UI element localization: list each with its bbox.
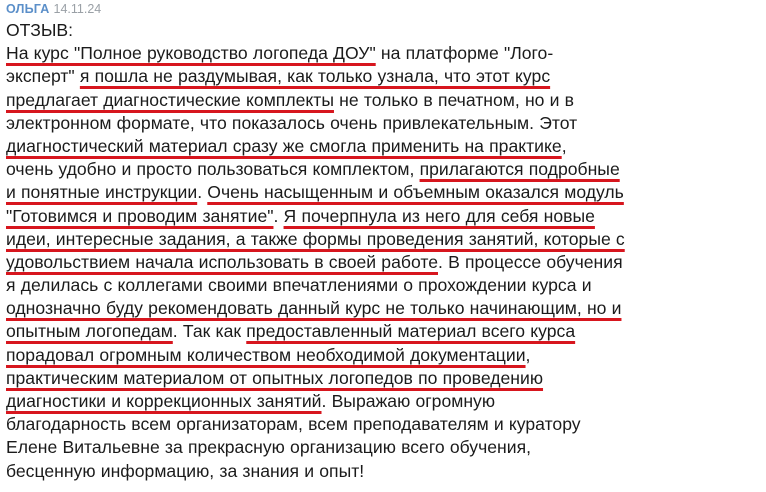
underlined-text: диагностики и коррекционных занятий bbox=[6, 391, 322, 411]
message-line bbox=[6, 205, 762, 228]
underlined-text: На курс "Полное руководство логопеда ДОУ" bbox=[6, 43, 376, 64]
message-line bbox=[6, 297, 762, 320]
message-text: эксперт" bbox=[6, 66, 80, 87]
message-line bbox=[6, 112, 762, 135]
message-text: благодарность всем организаторам, всем преподавателям и куратору bbox=[6, 414, 581, 435]
author-name[interactable]: ОЛЬГА bbox=[6, 2, 50, 16]
message-date: 14.11.24 bbox=[53, 2, 102, 16]
underlined-text: порадовал огромным количеством необходимой документации bbox=[6, 344, 526, 365]
message-body bbox=[6, 19, 762, 483]
message-text: , bbox=[561, 135, 567, 156]
message-text: . bbox=[273, 205, 284, 226]
message-line bbox=[6, 65, 762, 88]
underlined-text: Я почерпнула из него для себя новые bbox=[283, 205, 595, 226]
message-text: на платформе "Лого- bbox=[375, 43, 554, 64]
underlined-text: идеи, интересные задания, а также формы проведения занятий, которые с bbox=[6, 228, 625, 249]
message-text: Елене Витальевне за прекрасную организацию всего обучения, bbox=[6, 437, 532, 458]
message-text: бесценную информацию, за знания и опыт! bbox=[6, 460, 365, 481]
message-text: . В процессе обучения bbox=[438, 251, 623, 272]
underlined-text: предлагает диагностические комплекты bbox=[6, 89, 334, 110]
underlined-text: прилагаются подробные bbox=[419, 159, 620, 180]
underlined-text: предоставленный материал всего курса bbox=[246, 321, 576, 342]
message-line bbox=[6, 89, 762, 112]
message-text: ОТЗЫВ: bbox=[6, 20, 74, 40]
underlined-text: практическим материалом от опытных логопедов по проведению bbox=[6, 367, 544, 388]
underlined-text: удовольствием начала использовать в своей работе bbox=[6, 251, 438, 272]
message-line bbox=[6, 320, 762, 343]
message-text: я делилась с коллегами своими впечатлениями о прохождении курса и bbox=[6, 275, 592, 296]
underlined-text: и понятные инструкции bbox=[6, 182, 198, 203]
message-line bbox=[6, 228, 762, 251]
message-line bbox=[6, 251, 762, 274]
message-text: . Выражаю огромную bbox=[321, 391, 496, 411]
underlined-text: опытным логопедам bbox=[6, 321, 173, 342]
message-line bbox=[6, 436, 762, 459]
message-line bbox=[6, 413, 762, 436]
message-text: электронном формате, что показалось очень привлекательным. Этот bbox=[6, 112, 578, 133]
message-text: очень удобно и просто пользоваться комплектом, bbox=[6, 159, 420, 180]
message-text: не только в печатном, но и в bbox=[333, 89, 575, 110]
message-line bbox=[6, 460, 762, 483]
underlined-text: диагностический материал сразу же смогла применить на практике bbox=[6, 135, 562, 156]
message-line bbox=[6, 274, 762, 297]
underlined-text: Очень насыщенным и объемным оказался модуль bbox=[207, 182, 624, 203]
chat-message bbox=[6, 0, 762, 483]
message-line bbox=[6, 181, 762, 204]
underlined-text: однозначно буду рекомендовать данный курс не только начинающим, но и bbox=[6, 298, 622, 319]
message-text: , bbox=[525, 344, 531, 365]
message-text: . Так как bbox=[172, 321, 247, 342]
message-line bbox=[6, 367, 762, 390]
message-text: . bbox=[197, 182, 208, 203]
message-line bbox=[6, 158, 762, 181]
message-line bbox=[6, 19, 762, 42]
message-line bbox=[6, 42, 762, 65]
underlined-text: "Готовимся и проводим занятие" bbox=[6, 205, 274, 226]
message-line bbox=[6, 344, 762, 367]
underlined-text: я пошла не раздумывая, как только узнала, что этот курс bbox=[79, 66, 551, 87]
message-line bbox=[6, 135, 762, 158]
message-header bbox=[6, 0, 762, 18]
message-line bbox=[6, 390, 762, 413]
